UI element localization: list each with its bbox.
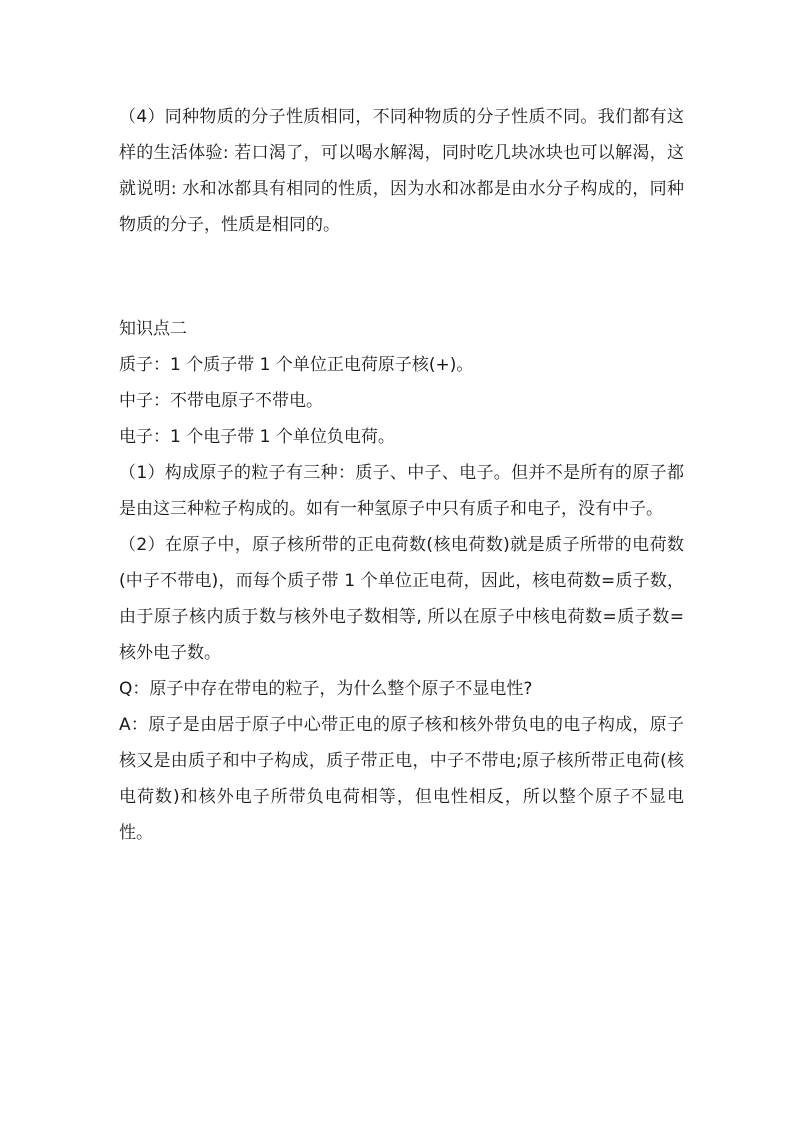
document-body: [119, 99, 684, 851]
paragraph-molecule-properties: （4）同种物质的分子性质相同，不同种物质的分子性质不同。我们都有这样的生活体验: 若口渴了，可以喝水解渴，同时吃几块冰块也可以解渴，这就说明: 水和冰都具有相同的性质，因为水和冰都是由水分子构成的，同种物质的分子，性质是相同的。: [119, 107, 684, 235]
paragraph-neutron: 中子：不带电原子不带电。: [119, 391, 323, 411]
paragraph-question: Q：原子中存在带电的粒子，为什么整个原子不显电性?: [119, 679, 533, 699]
section-gap: [119, 243, 684, 311]
paragraph-electron: 电子：1 个电子带 1 个单位负电荷。: [119, 427, 395, 447]
paragraph-nuclear-charge: （2）在原子中，原子核所带的正电荷数(核电荷数)就是质子所带的电荷数(中子不带电)，而每个质子带 1 个单位正电荷，因此，核电荷数=质子数，由于原子核内质于数与核外电子数相等, 所以在原子中核电荷数=质子数=核外电子数。: [119, 535, 684, 663]
section-title: 知识点二: [119, 319, 187, 339]
paragraph-atom-particles: （1）构成原子的粒子有三种：质子、中子、电子。但并不是所有的原子都是由这三种粒子构成的。如有一种氢原子中只有质子和电子，没有中子。: [119, 463, 684, 519]
paragraph-proton: 质子：1 个质子带 1 个单位正电荷原子核(+)。: [119, 355, 474, 375]
paragraph-answer: A：原子是由居于原子中心带正电的原子核和核外带负电的电子构成，原子核又是由质子和中子构成，质子带正电，中子不带电;原子核所带正电荷(核电荷数)和核外电子所带负电荷相等，但电性相反，所以整个原子不显电性。: [119, 715, 684, 843]
